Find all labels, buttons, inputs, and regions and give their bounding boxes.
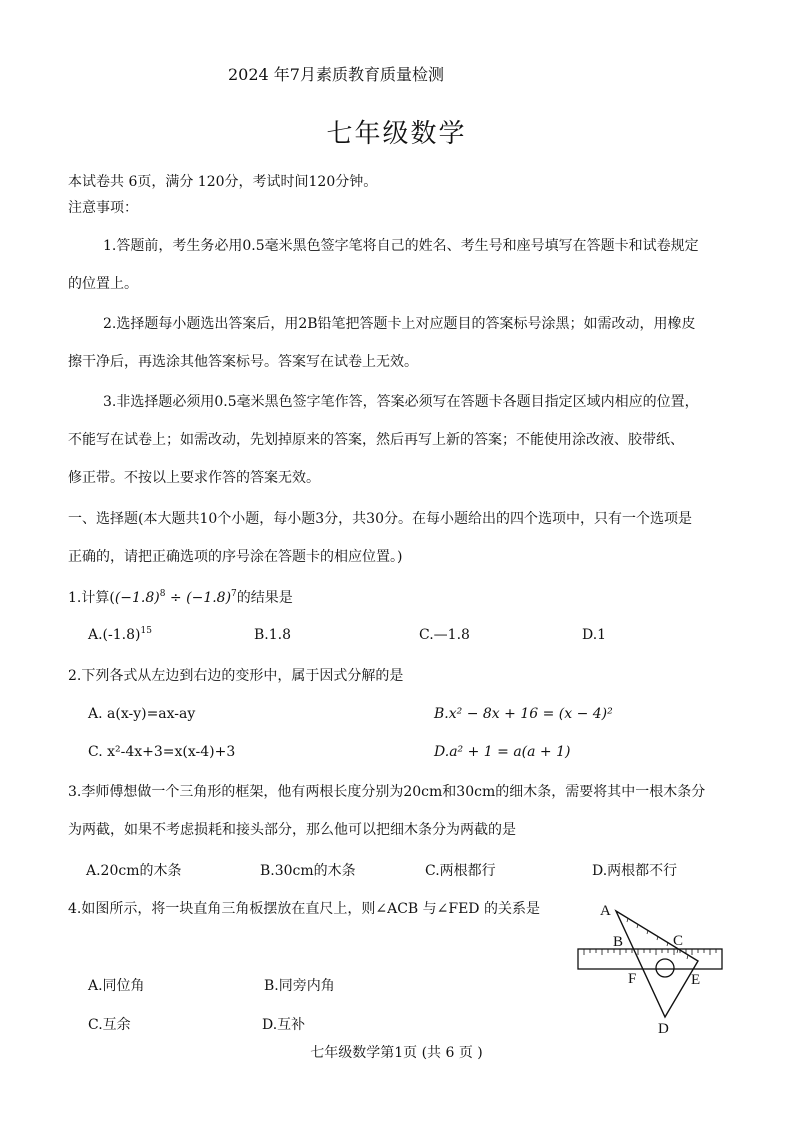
intro-text: 本试卷共 6页，满分 120分，考试时间120分钟。 — [68, 174, 378, 190]
q4-option-b: B.同旁内角 — [264, 978, 335, 994]
q2-option-c: C. x²-4x+3=x(x-4)+3 — [88, 744, 236, 760]
notice-heading: 注意事项： — [68, 200, 138, 216]
fig-label-b: B — [613, 934, 624, 950]
q4-option-c: C.互余 — [88, 1017, 131, 1033]
q3-stem-line2: 为两截，如果不考虑损耗和接头部分，那么他可以把细木条分为两截的是 — [68, 822, 516, 838]
q2-option-d: D.a² + 1 = a(a + 1) — [434, 744, 571, 760]
q1-stem — [68, 588, 293, 608]
q1-exp1: 8 — [159, 589, 166, 599]
q3-option-a: A.20cm的木条 — [86, 863, 182, 879]
fig-label-c: C — [673, 933, 684, 949]
notice-3-line3: 修正带。不按以上要求作答的答案无效。 — [68, 470, 320, 486]
notice-1-line1: 1.答题前，考生务必用0.5毫米黑色签字笔将自己的姓名、考生号和座号填写在答题卡和试卷规定 — [103, 238, 699, 254]
q3-option-d: D.两根都不行 — [592, 863, 678, 879]
q3-option-b: B.30cm的木条 — [260, 863, 356, 879]
fig-label-f: F — [628, 971, 637, 987]
q1-option-b: B.1.8 — [254, 627, 292, 643]
q3-option-c: C.两根都行 — [425, 863, 496, 879]
q2-option-a: A. a(x-y)=ax-ay — [88, 706, 196, 722]
notice-2-line2: 擦干净后，再选涂其他答案标号。答案写在试卷上无效。 — [68, 354, 418, 370]
q3-stem-line1: 3.李师傅想做一个三角形的框架，他有两根长度分别为20cm和30cm的细木条，需要将其中一根木条分 — [68, 784, 706, 800]
q1-option-d: D.1 — [582, 627, 607, 643]
notice-3-line2: 不能写在试卷上；如需改动，先划掉原来的答案，然后再写上新的答案；不能使用涂改液、胶带纸、 — [68, 432, 684, 448]
section1-line2: 正确的，请把正确选项的序号涂在答题卡的相应位置。) — [68, 549, 403, 565]
q4-option-d: D.互补 — [262, 1017, 306, 1033]
exam-header: 2024 年7月素质教育质量检测 — [228, 65, 444, 84]
q4-stem: 4.如图所示，将一块直角三角板摆放在直尺上，则∠ACB 与∠FED 的关系是 — [68, 901, 540, 917]
q1-div: ÷ — [165, 590, 187, 606]
notice-2-line1: 2.选择题每小题选出答案后，用2B铅笔把答题卡上对应题目的答案标号涂黑；如需改动，用橡皮 — [103, 316, 696, 332]
q1-prefix: 1.计算( — [68, 590, 115, 606]
section1-line1: 一、选择题(本大题共10个小题，每小题3分，共30分。在每小题给出的四个选项中，只有一个选项是 — [68, 511, 692, 527]
q1-base: (−1.8) — [114, 590, 160, 606]
q2-option-b: B.x² − 8x + 16 = (x − 4)² — [434, 706, 613, 722]
page-footer: 七年级数学第1页 (共 6 页 ) — [310, 1045, 483, 1061]
fig-label-a: A — [600, 903, 611, 919]
q1-option-a: $A.(-1.8)^{15}$ — [88, 626, 152, 643]
fig-label-d: D — [658, 1021, 669, 1037]
notice-3-line1: 3.非选择题必须用0.5毫米黑色签字笔作答，答案必须写在答题卡各题目指定区域内相应的位置， — [103, 394, 699, 410]
page-title: 七年级数学 — [326, 119, 467, 149]
q2-stem: 2.下列各式从左边到右边的变形中，属于因式分解的是 — [68, 668, 404, 684]
ruler-triangle-figure — [572, 895, 732, 1037]
q1-base2: (−1.8) — [186, 590, 232, 606]
notice-1-line2: 的位置上。 — [68, 276, 138, 292]
q1-suffix: 的结果是 — [236, 590, 293, 606]
q1-option-c: C.—1.8 — [419, 627, 470, 643]
fig-label-e: E — [691, 972, 701, 988]
q4-option-a: A.同位角 — [88, 978, 145, 994]
q1-exp2: 7 — [231, 589, 237, 599]
